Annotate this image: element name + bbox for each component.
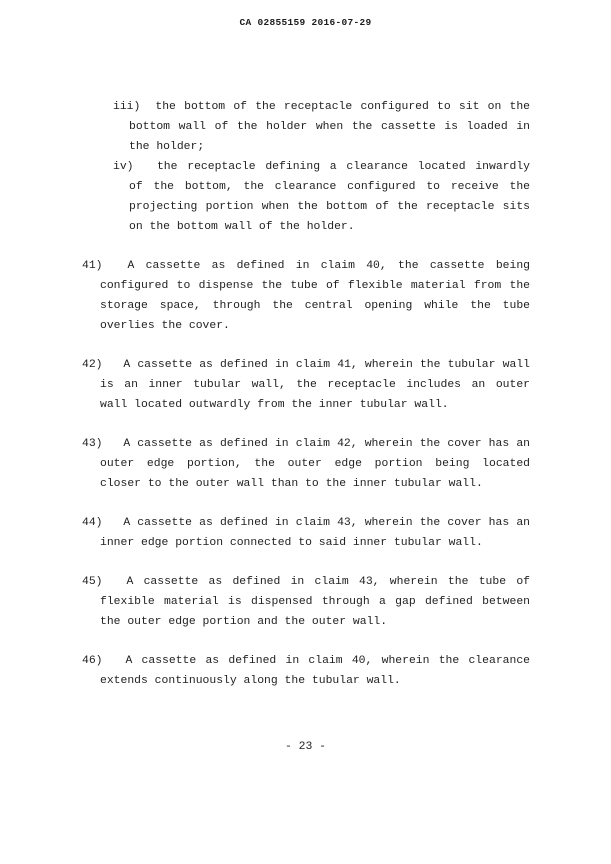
claim-item-46	[82, 651, 530, 691]
text-line: inner edge portion connected to said inner tubular wall.	[100, 537, 483, 549]
claims-section	[82, 97, 530, 691]
text-line: is an inner tubular wall, the receptacle includes an outer	[100, 379, 530, 391]
claim40-subitem-iii	[82, 97, 530, 157]
claim-number: 45)	[82, 576, 103, 588]
text-line	[113, 157, 530, 177]
line-text: A cassette as defined in claim 40, the cassette being	[127, 260, 530, 272]
text-line	[82, 256, 530, 276]
text-line: outer edge portion, the outer edge portion being located	[100, 458, 530, 470]
text-line: the outer edge portion and the outer wall.	[100, 616, 388, 628]
text-line: the holder;	[129, 141, 205, 153]
text-line: wall located outwardly from the inner tubular wall.	[100, 399, 449, 411]
claim40-subitem-iv	[82, 157, 530, 237]
text-line: flexible material is dispensed through a gap defined between	[100, 596, 530, 608]
text-line	[82, 572, 530, 592]
line-text: the bottom of the receptacle configured to sit on the	[155, 101, 531, 113]
claim-number: 46)	[82, 655, 103, 667]
text-line: of the bottom, the clearance configured to receive the	[129, 181, 530, 193]
claim-number: 42)	[82, 359, 103, 371]
text-line: bottom wall of the holder when the cassette is loaded in	[129, 121, 530, 133]
claim-number: 43)	[82, 438, 103, 450]
subitem-marker: iii)	[113, 101, 141, 113]
claim-item-42	[82, 355, 530, 415]
claim-number: 41)	[82, 260, 103, 272]
text-line: projecting portion when the bottom of the receptacle sits	[129, 201, 530, 213]
text-line	[113, 97, 530, 117]
text-line	[82, 434, 530, 454]
page-header: CA 02855159 2016-07-29	[239, 17, 372, 28]
line-text: A cassette as defined in claim 43, wherein the tube of	[126, 576, 530, 588]
text-line	[82, 651, 530, 671]
claim-item-45	[82, 572, 530, 632]
text-line: configured to dispense the tube of flexible material from the	[100, 280, 530, 292]
text-line: storage space, through the central opening while the tube	[100, 300, 530, 312]
line-text: the receptacle defining a clearance located inwardly	[156, 161, 530, 173]
subitem-marker: iv)	[113, 161, 134, 173]
text-line	[82, 513, 530, 533]
text-line: on the bottom wall of the holder.	[129, 221, 355, 233]
page-number: - 23 -	[284, 741, 326, 753]
claim-item-43	[82, 434, 530, 494]
line-text: A cassette as defined in claim 40, wherein the clearance	[125, 655, 530, 667]
claim-item-44	[82, 513, 530, 553]
text-line: extends continuously along the tubular wall.	[100, 675, 401, 687]
text-line: closer to the outer wall than to the inner tubular wall.	[100, 478, 483, 490]
text-line: overlies the cover.	[100, 320, 230, 332]
line-text: A cassette as defined in claim 41, wherein the tubular wall	[123, 359, 530, 371]
claim-number: 44)	[82, 517, 103, 529]
claim-item-41	[82, 256, 530, 336]
line-text: A cassette as defined in claim 43, wherein the cover has an	[123, 517, 531, 529]
text-line	[82, 355, 530, 375]
line-text: A cassette as defined in claim 42, wherein the cover has an	[123, 438, 531, 450]
